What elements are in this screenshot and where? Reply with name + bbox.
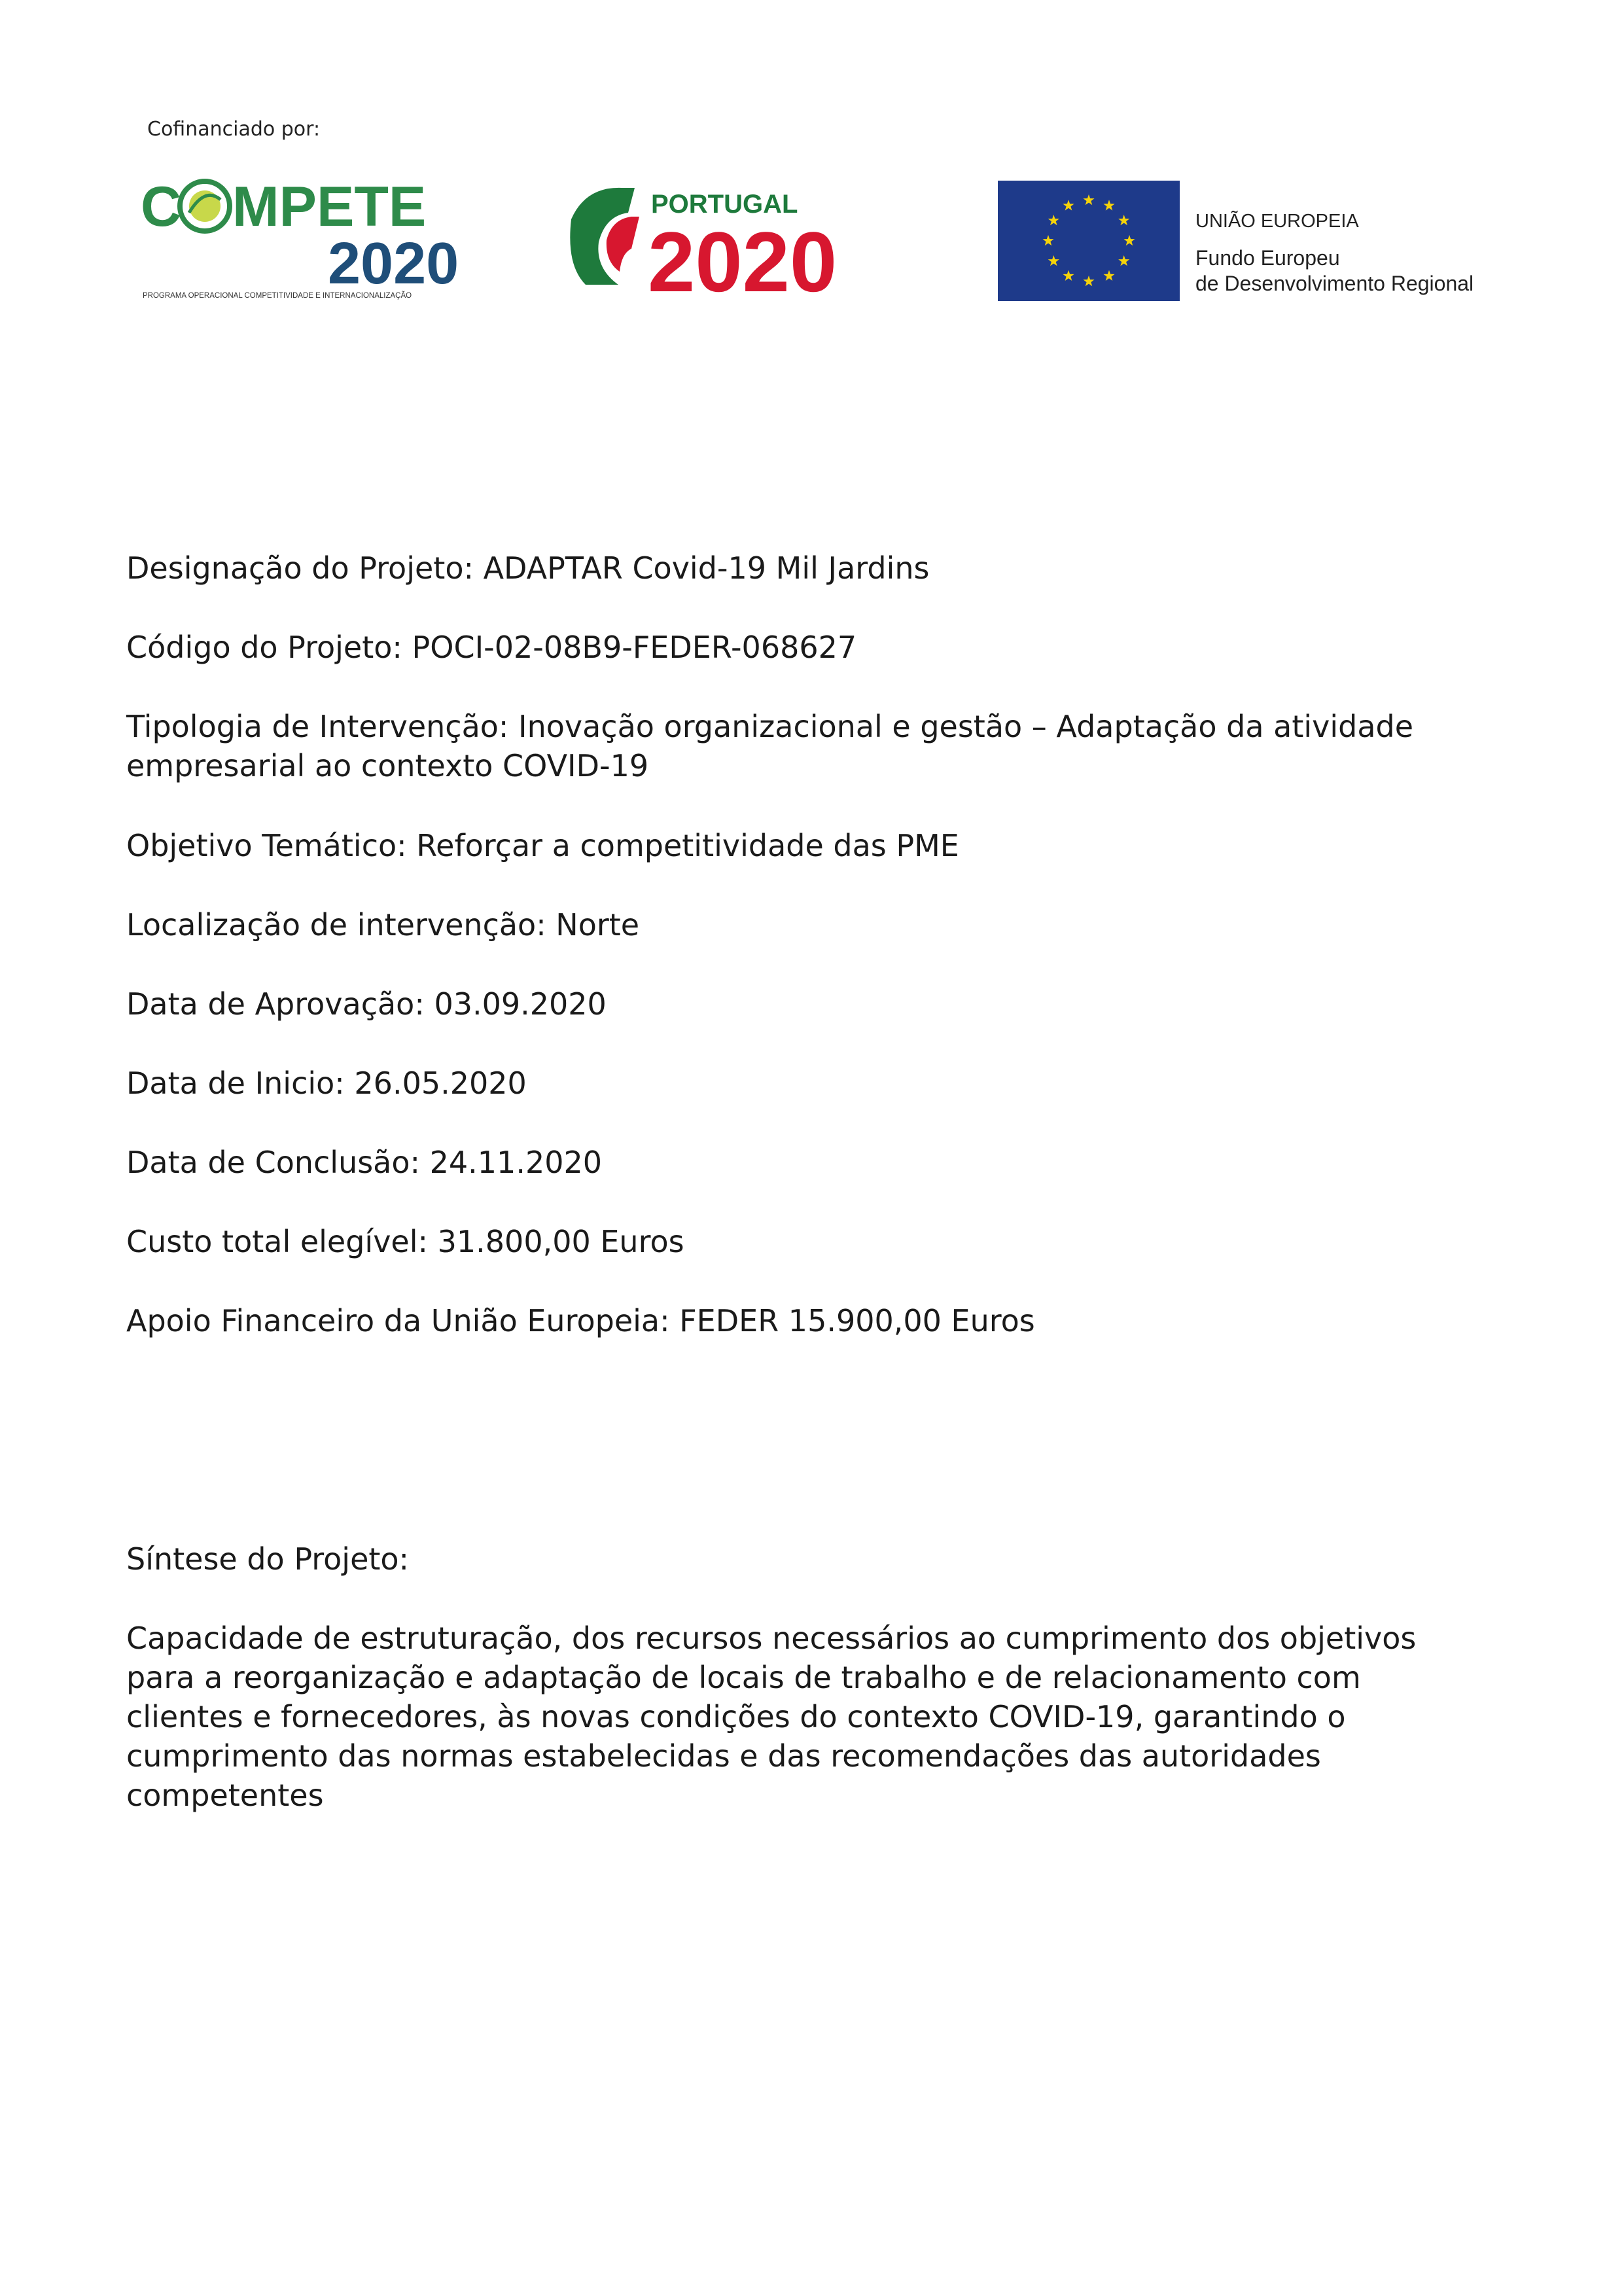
eu-fund-line1: Fundo Europeu <box>1195 246 1340 270</box>
eu-fund-line2: de Desenvolvimento Regional <box>1195 272 1474 295</box>
eu-title: UNIÃO EUROPEIA <box>1195 211 1359 232</box>
compete-globe-icon <box>180 181 230 231</box>
svg-text:2020: 2020 <box>328 231 459 296</box>
conclusion-date: Data de Conclusão: 24.11.2020 <box>126 1145 603 1180</box>
svg-text:PROGRAMA OPERACIONAL COMPETITI: PROGRAMA OPERACIONAL COMPETITIVIDADE E INTERNACIONALIZAÇÃO <box>143 292 412 300</box>
thematic-objective: Objetivo Temático: Reforçar a competitividade das PME <box>126 828 959 863</box>
svg-text:PORTUGAL: PORTUGAL <box>651 190 798 219</box>
portugal-map-icon <box>570 188 639 285</box>
svg-text:MPETE: MPETE <box>232 175 427 238</box>
intervention-type: Tipologia de Intervenção: Inovação organizacional e gestão – Adaptação da atividade empresarial ao contexto COVID-19 <box>126 709 1414 783</box>
svg-text:C: C <box>141 175 182 238</box>
compete-2020-logo <box>141 173 494 311</box>
synthesis-text: Capacidade de estruturação, dos recursos necessários ao cumprimento dos objetivos para a reorganização e adaptação de locais de trabalho e de relacionamento com clientes e fornecedores, às novas condições do contexto COVID-19, garantindo o cumprimento das normas estabelecidas e das recomendações das autoridades competentes <box>126 1621 1417 1813</box>
eu-flag-icon <box>998 181 1180 301</box>
portugal-2020-logo <box>566 180 919 304</box>
cofinanced-label: Cofinanciado por: <box>147 118 321 141</box>
svg-text:2020: 2020 <box>648 214 838 304</box>
project-code: Código do Projeto: POCI-02-08B9-FEDER-068627 <box>126 630 857 665</box>
intervention-location: Localização de intervenção: Norte <box>126 907 640 942</box>
eligible-total-cost: Custo total elegível: 31.800,00 Euros <box>126 1224 684 1259</box>
project-designation: Designação do Projeto: ADAPTAR Covid-19 Mil Jardins <box>126 550 930 586</box>
approval-date: Data de Aprovação: 03.09.2020 <box>126 986 607 1022</box>
eu-financial-support: Apoio Financeiro da União Europeia: FEDER 15.900,00 Euros <box>126 1303 1035 1338</box>
start-date: Data de Inicio: 26.05.2020 <box>126 1066 527 1101</box>
synthesis-heading: Síntese do Projeto: <box>126 1541 410 1577</box>
